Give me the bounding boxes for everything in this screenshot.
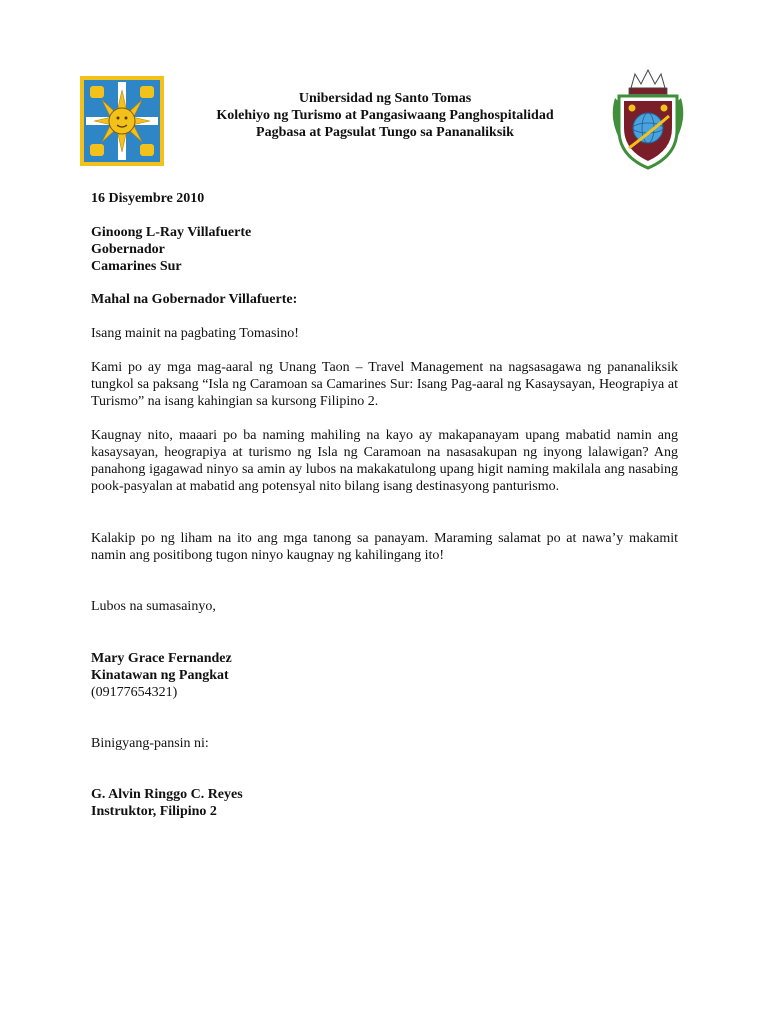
- recipient-block: [91, 224, 678, 275]
- instructor-block: [91, 786, 678, 820]
- sender-title: Kinatawan ng Pangkat: [91, 668, 229, 683]
- noted-by-label: Binigyang-pansin ni:: [91, 736, 209, 751]
- letterhead: [160, 90, 610, 141]
- recipient-title: Gobernador: [91, 242, 165, 257]
- letter-date: 16 Disyembre 2010: [91, 191, 205, 206]
- college-name: Kolehiyo ng Turismo at Pangasiwaang Panghospitalidad: [216, 108, 554, 123]
- university-name: Unibersidad ng Santo Tomas: [298, 91, 472, 106]
- recipient-name: Ginoong L-Ray Villafuerte: [91, 225, 252, 240]
- salutation: Mahal na Gobernador Villafuerte:: [91, 292, 298, 307]
- body-paragraph-3: Kalakip po ng liham na ito ang mga tanong sa panayam. Maraming salamat po at nawa’y makamit namin ang positibong tugon ninyo kaugnay ng kahilingang ito!: [91, 531, 678, 563]
- sender-block: [91, 650, 678, 701]
- ust-seal-icon: [80, 76, 164, 166]
- body-paragraph-1: Kami po ay mga mag-aaral ng Unang Taon – Travel Management na nagsasagawa ng pananaliksik tungkol sa paksang “Isla ng Caramoan sa Camarines Sur: Isang Pag-aaral ng Kasaysayan, Heograpiya at Turismo” na isang kahingian sa kursong Filipino 2.: [91, 360, 678, 409]
- greeting: Isang mainit na pagbating Tomasino!: [91, 326, 299, 341]
- recipient-place: Camarines Sur: [91, 259, 182, 274]
- instructor-name: G. Alvin Ringgo C. Reyes: [91, 787, 243, 802]
- instructor-title: Instruktor, Filipino 2: [91, 804, 217, 819]
- sender-phone: (09177654321): [91, 685, 178, 700]
- course-name: Pagbasa at Pagsulat Tungo sa Pananaliksik: [256, 125, 514, 140]
- sender-name: Mary Grace Fernandez: [91, 651, 232, 666]
- body-paragraph-2: Kaugnay nito, maaari po ba naming mahiling na kayo ay makapanayam upang mabatid namin ang kasaysayan, heograpiya at turismo ng Isla ng Caramoan na nasasakupan ng inyong lalawigan? Ang panahong igagawad ninyo sa amin ay lubos na makakatulong upang higit naming makilala ang nasabing pook-pasyalan at mabatid ang potensyal nito bilang isang destinasyong panturismo.: [91, 428, 678, 494]
- college-of-tourism-crest-icon: [607, 68, 689, 170]
- closing-line: Lubos na sumasainyo,: [91, 599, 216, 614]
